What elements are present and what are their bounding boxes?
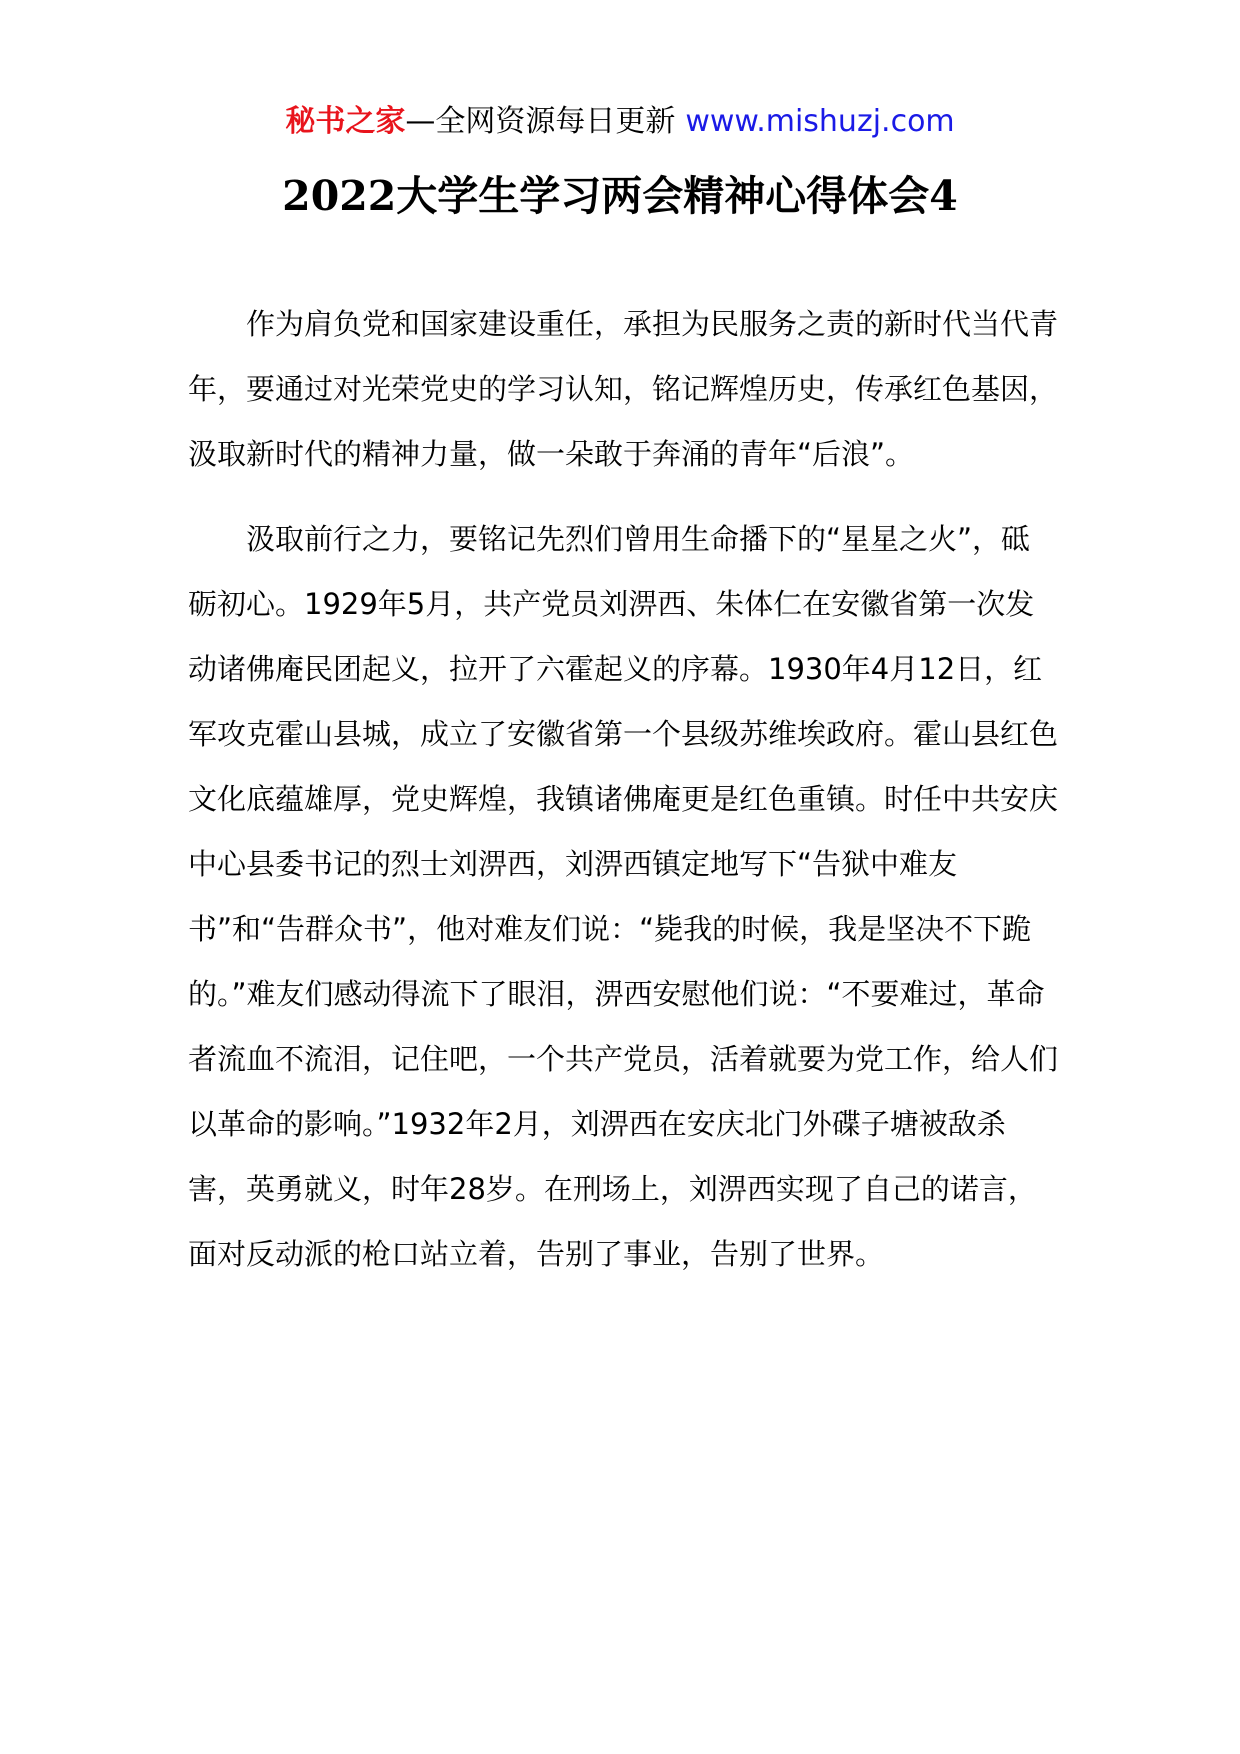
paragraph-1: 作为肩负党和国家建设重任，承担为民服务之责的新时代当代青年，要通过对光荣党史的学习认知，铭记辉煌历史，传承红色基因，汲取新时代的精神力量，做一朵敢于奔涌的青年“后浪”。 — [188, 307, 1059, 471]
brand-name: 秘书之家 — [285, 104, 406, 139]
site-url-link[interactable]: www.mishuzj.com — [685, 104, 955, 139]
document-body — [188, 292, 1058, 1307]
document-title: 2022大学生学习两会精神心得体会4 — [282, 172, 958, 220]
site-banner — [0, 100, 1240, 144]
site-slogan: —全网资源每日更新 — [405, 104, 676, 139]
paragraph-2: 汲取前行之力，要铭记先烈们曾用生命播下的“星星之火”，砥砺初心。1929年5月，共产党员刘淠西、朱体仁在安徽省第一次发动诸佛庵民团起义，拉开了六霍起义的序幕。1930年4月12日，红军攻克霍山县城，成立了安徽省第一个县级苏维埃政府。霍山县红色文化底蕴雄厚，党史辉煌，我镇诸佛庵更是红色重镇。时任中共安庆中心县委书记的烈士刘淠西，刘淠西镇定地写下“告狱中难友书”和“告群众书”，他对难友们说：“毙我的时候，我是坚决不下跪的。”难友们感动得流下了眼泪，淠西安慰他们说：“不要难过，革命者流血不流泪，记住吧，一个共产党员，活着就要为党工作，给人们以革命的影响。”1932年2月，刘淠西在安庆北门外碟子塘被敌杀害，英勇就义，时年28岁。在刑场上，刘淠西实现了自己的诺言，面对反动派的枪口站立着，告别了事业，告别了世界。 — [188, 522, 1059, 1271]
